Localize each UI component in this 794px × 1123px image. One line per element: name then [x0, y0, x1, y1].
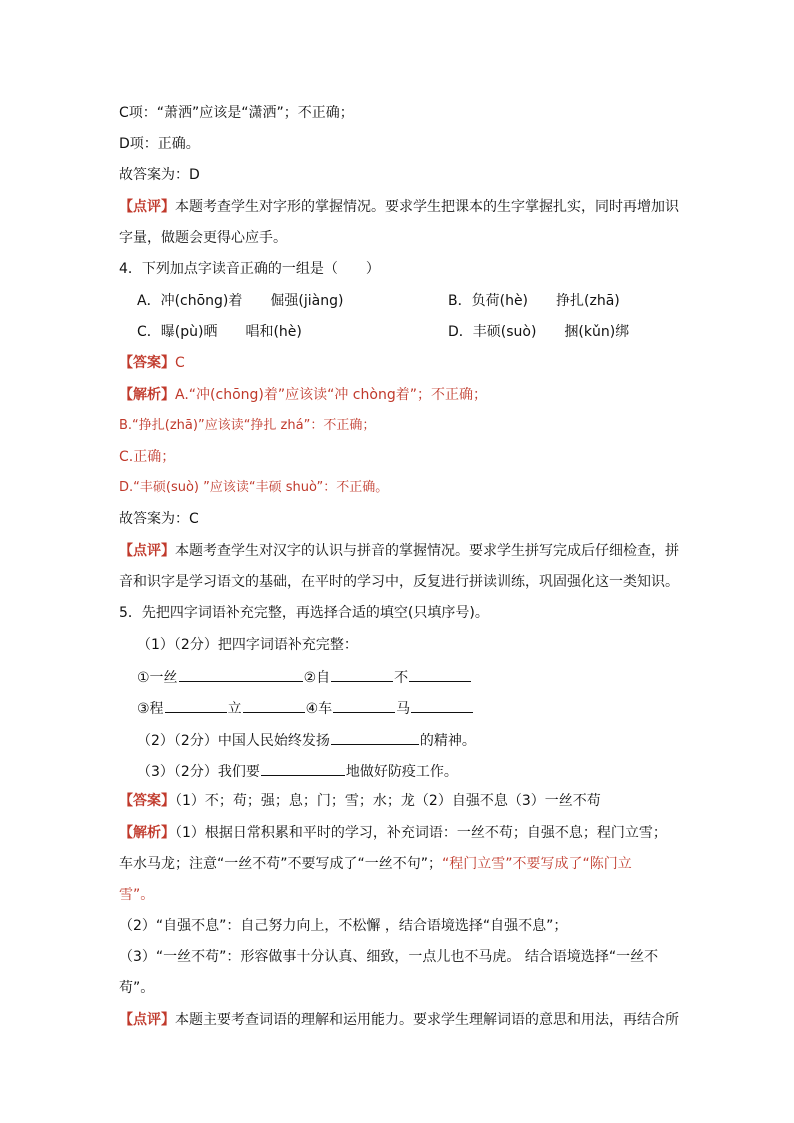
question-5: 5．先把四字词语补充完整，再选择合适的填空(只填序号)。 — [119, 605, 489, 621]
answer-5 — [119, 792, 601, 810]
fill-blank[interactable] — [261, 761, 345, 776]
analysis-5-d: （2）“自强不息”：自己努力向上，不松懈 ，结合语境选择“自强不息”； — [119, 918, 568, 934]
analysis-text: 车水马龙；注意“一丝不苟”不要写成了“一丝不句”； — [119, 856, 443, 872]
part-2-suffix: 的精神。 — [419, 733, 476, 749]
item-4-label: ④车 — [305, 701, 333, 717]
final-answer-4: 故答案为：C — [119, 511, 199, 527]
fill-blank[interactable] — [331, 667, 393, 682]
analysis-4-a — [119, 386, 487, 404]
question-5-part-3 — [137, 761, 458, 781]
analysis-4-d: D.“丰硕(suò) ”应该读“丰硕 shuò”：不正确。 — [119, 480, 389, 495]
item-3-label: ③程 — [137, 701, 164, 717]
item-3-mid: 立 — [227, 701, 242, 717]
comment-3-continued: 字量，做题会更得心应手。 — [119, 230, 287, 246]
analysis-text: （1）根据日常积累和平时的学习，补充词语：一丝不苟；自强不息；程门立雪； — [175, 825, 667, 841]
question-5-row-2 — [137, 698, 474, 718]
answer-tag: 【答案】 — [119, 793, 175, 809]
comment-3 — [119, 198, 679, 216]
question-4-option-d: D．丰硕(suò) 捆(kǔn)绑 — [448, 324, 630, 340]
analysis-text-red: “程门立雪”不要写成了“陈门立 — [442, 856, 632, 872]
question-5-part-1: （1）（2分）把四字词语补充完整： — [137, 637, 358, 653]
question-4: 4．下列加点字读音正确的一组是（ ） — [119, 261, 380, 277]
fill-blank[interactable] — [409, 667, 471, 682]
analysis-5-a — [119, 824, 667, 842]
fill-blank[interactable] — [333, 698, 395, 713]
question-5-part-2 — [137, 730, 476, 750]
comment-4-continued: 音和识字是学习语文的基础，在平时的学习中，反复进行拼读训练，巩固强化这一类知识。 — [119, 574, 679, 590]
fill-blank[interactable] — [411, 698, 473, 713]
answer-4 — [119, 354, 185, 372]
comment-5 — [119, 1011, 679, 1029]
analysis-4-b: B.“挣扎(zhā)”应该读“挣扎 zhá”：不正确； — [119, 418, 376, 433]
part-3-suffix: 地做好防疫工作。 — [345, 764, 458, 780]
analysis-tag: 【解析】 — [119, 387, 175, 403]
part-3-text: （3）（2分）我们要 — [137, 764, 260, 780]
item-1-label: ①一丝 — [137, 670, 178, 686]
comment-text: 本题考查学生对字形的掌握情况。要求学生把课本的生字掌握扎实，同时再增加识 — [175, 199, 679, 215]
question-4-option-c: C．曝(pù)晒 唱和(hè) — [137, 324, 302, 340]
fill-blank[interactable] — [243, 698, 305, 713]
analysis-5-f: 苟”。 — [119, 980, 155, 996]
question-5-row-1 — [137, 667, 472, 687]
answer-tag: 【答案】 — [119, 355, 175, 371]
item-2-label: ②自 — [303, 670, 331, 686]
comment-tag: 【点评】 — [119, 199, 175, 215]
comment-text: 本题考查学生对汉字的认识与拼音的掌握情况。要求学生拼写完成后仔细检查，拼 — [175, 543, 679, 559]
item-4-mid: 马 — [396, 701, 411, 717]
answer-value: C — [175, 355, 185, 371]
part-2-text: （2）（2分）中国人民始终发扬 — [137, 733, 330, 749]
answer-c-explanation: C项：“萧洒”应该是“潇洒”；不正确； — [119, 105, 354, 121]
comment-tag: 【点评】 — [119, 543, 175, 559]
question-4-option-a: A．冲(chōng)着 倔强(jiàng) — [137, 293, 344, 309]
analysis-5-b — [119, 855, 632, 873]
item-2-mid: 不 — [394, 670, 409, 686]
comment-4 — [119, 542, 679, 560]
fill-blank[interactable] — [165, 698, 227, 713]
final-answer-3: 故答案为：D — [119, 167, 200, 183]
analysis-tag: 【解析】 — [119, 825, 175, 841]
fill-blank[interactable] — [179, 667, 303, 682]
analysis-text: A.“冲(chōng)着”应该读“冲 chòng着”；不正确； — [175, 387, 487, 403]
comment-tag: 【点评】 — [119, 1012, 175, 1028]
answer-value: （1）不；苟；强；息；门；雪；水；龙（2）自强不息（3）一丝不苟 — [175, 793, 601, 809]
analysis-4-c: C.正确； — [119, 449, 176, 465]
analysis-5-c: 雪”。 — [119, 887, 155, 903]
fill-blank[interactable] — [331, 730, 419, 745]
question-4-option-b: B．负荷(hè) 挣扎(zhā) — [448, 293, 620, 309]
answer-d-explanation: D项：正确。 — [119, 136, 200, 152]
analysis-5-e: （3）“一丝不苟”：形容做事十分认真、细致，一点儿也不马虎。 结合语境选择“一丝不 — [119, 949, 659, 965]
comment-text: 本题主要考查词语的理解和运用能力。要求学生理解词语的意思和用法，再结合所 — [175, 1012, 679, 1028]
